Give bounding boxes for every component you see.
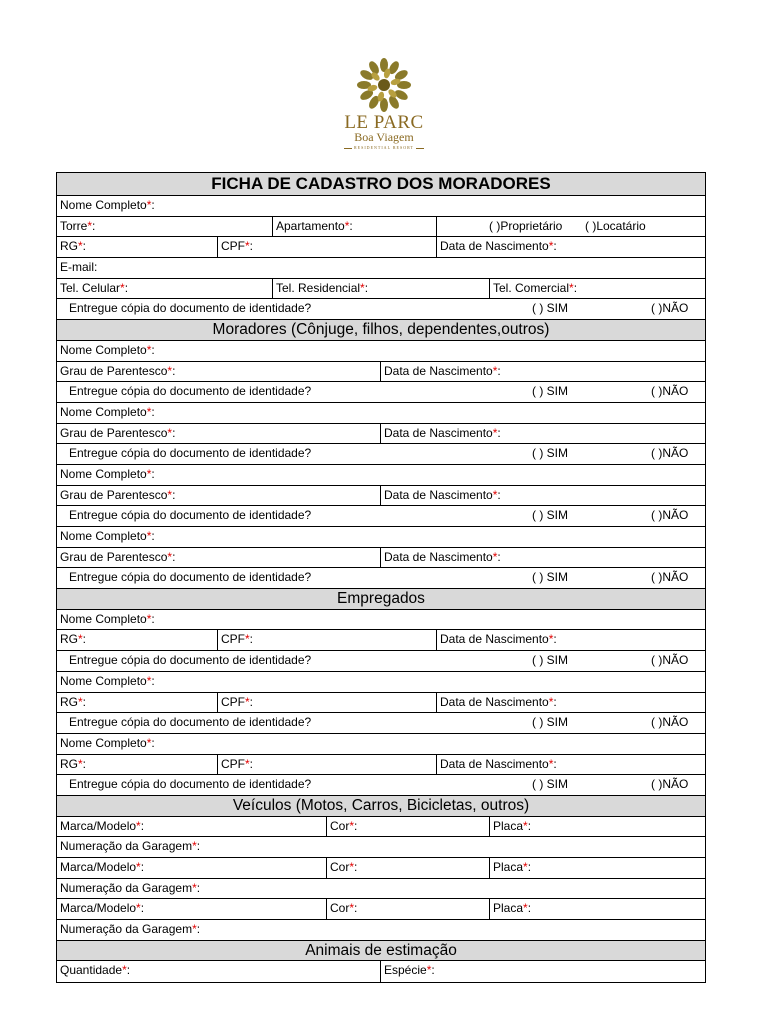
field-label: Marca/Modelo	[60, 901, 137, 916]
documento-question: Entregue cópia do documento de identidade?	[69, 777, 312, 792]
field-label: Numeração da Garagem	[60, 839, 193, 854]
email-field[interactable]	[57, 258, 97, 278]
field-row-documento	[57, 444, 705, 465]
colon: :	[553, 239, 557, 254]
colon: :	[140, 818, 145, 833]
grau-parentesco-field[interactable]	[57, 424, 380, 444]
field-label: Data de Nascimento	[384, 425, 493, 440]
required-mark: *	[548, 756, 554, 771]
field-label: Nome Completo	[60, 404, 147, 419]
locatario-checkbox[interactable]: ( )Locatário	[585, 218, 646, 233]
required-mark: *	[192, 880, 197, 895]
section-title: Empregados	[337, 590, 425, 608]
field-row-rg[interactable]	[57, 755, 705, 776]
required-mark: *	[245, 632, 250, 647]
tel-celular-field[interactable]	[57, 279, 272, 299]
field-row-parentesco[interactable]	[57, 362, 705, 383]
required-mark: *	[146, 198, 152, 212]
form-title-row	[57, 173, 705, 196]
colon: :	[82, 239, 87, 254]
field-row-nome-completo[interactable]	[57, 403, 705, 424]
required-mark: *	[78, 632, 83, 647]
colon: :	[249, 756, 254, 771]
documento-question: Entregue cópia do documento de identidade?	[69, 715, 312, 730]
colon: :	[151, 466, 155, 481]
rg-field[interactable]	[57, 630, 217, 650]
required-mark: *	[146, 342, 152, 357]
data-nascimento-field[interactable]	[380, 362, 705, 382]
field-row-documento	[57, 506, 705, 527]
field-label: Marca/Modelo	[60, 860, 137, 874]
field-row-nome-completo[interactable]	[57, 734, 705, 755]
required-mark: *	[569, 280, 574, 295]
nome-completo-field[interactable]	[57, 734, 155, 754]
field-label: Nome Completo	[60, 735, 147, 750]
colon: :	[527, 860, 532, 874]
field-label: Data de Nascimento	[440, 694, 549, 709]
data-nascimento-field[interactable]	[436, 237, 705, 257]
colon: :	[172, 363, 176, 378]
colon: :	[364, 280, 369, 295]
field-row-nome-completo[interactable]	[57, 341, 705, 362]
required-mark: *	[344, 218, 350, 233]
field-label: Data de Nascimento	[384, 549, 493, 564]
required-mark: *	[167, 425, 173, 440]
field-label: CPF	[221, 632, 245, 647]
colon: :	[172, 425, 176, 440]
sim-checkbox[interactable]: ( ) SIM	[532, 715, 568, 730]
field-label: Data de Nascimento	[440, 239, 549, 254]
required-mark: *	[78, 694, 83, 709]
field-row-documento	[57, 775, 705, 796]
sim-checkbox[interactable]: ( ) SIM	[532, 508, 568, 523]
colon: :	[82, 756, 87, 771]
section-header-empregados	[57, 589, 705, 610]
required-mark: *	[136, 860, 141, 874]
sim-checkbox[interactable]: ( ) SIM	[532, 777, 568, 792]
field-label: Placa	[493, 860, 524, 874]
nome-completo-field[interactable]	[57, 341, 155, 361]
field-label: Data de Nascimento	[440, 632, 549, 647]
field-label: Grau de Parentesco	[60, 487, 168, 502]
colon: :	[196, 880, 201, 895]
required-mark: *	[245, 694, 250, 709]
colon: :	[151, 611, 155, 626]
field-row-animais[interactable]	[57, 961, 705, 982]
data-nascimento-field[interactable]	[380, 548, 705, 568]
section-header-animais	[57, 941, 705, 962]
field-row-documento	[57, 713, 705, 734]
required-mark: *	[349, 818, 355, 833]
colon: :	[553, 632, 557, 647]
colon: :	[497, 487, 501, 502]
field-label: Torre	[60, 218, 88, 233]
field-row-email[interactable]	[57, 258, 705, 279]
required-mark: *	[492, 363, 498, 378]
documento-question: Entregue cópia do documento de identidade?	[69, 653, 312, 668]
colon: :	[151, 198, 155, 212]
sim-checkbox[interactable]: ( ) SIM	[532, 446, 568, 461]
rg-field[interactable]	[57, 755, 217, 775]
colon: :	[151, 735, 155, 750]
sim-checkbox[interactable]: ( ) SIM	[532, 301, 568, 316]
required-mark: *	[548, 694, 554, 709]
sim-checkbox[interactable]: ( ) SIM	[532, 653, 568, 668]
required-mark: *	[492, 425, 498, 440]
field-row-parentesco[interactable]	[57, 424, 705, 445]
required-mark: *	[146, 529, 152, 543]
field-label: Nome Completo	[60, 611, 147, 626]
colon: :	[172, 549, 176, 564]
field-row-parentesco[interactable]	[57, 548, 705, 569]
field-row-torre[interactable]	[57, 217, 705, 238]
ownership-options	[436, 217, 705, 237]
colon: :	[151, 342, 155, 357]
required-mark: *	[245, 239, 250, 254]
field-label: Nome Completo	[60, 673, 147, 688]
required-mark: *	[245, 756, 250, 771]
colon: :	[431, 963, 435, 978]
field-row-rg[interactable]	[57, 237, 705, 258]
required-mark: *	[192, 839, 197, 854]
colon: :	[126, 963, 131, 978]
quantidade-field[interactable]	[57, 961, 380, 982]
field-row-nome-completo[interactable]	[57, 527, 705, 548]
required-mark: *	[167, 549, 173, 564]
numeracao-garagem-field[interactable]	[57, 837, 200, 857]
nao-checkbox[interactable]: ( )NÃO	[651, 301, 689, 316]
placa-field[interactable]	[489, 899, 705, 919]
data-nascimento-field[interactable]	[380, 486, 705, 506]
field-label: Data de Nascimento	[384, 487, 493, 502]
required-mark: *	[360, 280, 365, 295]
field-row-documento	[57, 299, 705, 320]
required-mark: *	[523, 860, 528, 874]
colon: :	[140, 901, 145, 916]
required-mark: *	[136, 818, 141, 833]
field-row-garagem[interactable]	[57, 837, 705, 858]
marca-modelo-field[interactable]	[57, 899, 326, 919]
nao-checkbox[interactable]: ( )NÃO	[651, 384, 689, 399]
colon: :	[151, 529, 155, 543]
colon: :	[249, 694, 254, 709]
required-mark: *	[120, 280, 125, 295]
colon: :	[94, 260, 98, 275]
field-label: Grau de Parentesco	[60, 363, 168, 378]
cor-field[interactable]	[326, 817, 489, 837]
required-mark: *	[548, 632, 554, 647]
placa-field[interactable]	[489, 858, 705, 878]
required-mark: *	[146, 404, 152, 419]
cor-field[interactable]	[326, 899, 489, 919]
documento-question: Entregue cópia do documento de identidade?	[69, 570, 312, 585]
field-label: Nome Completo	[60, 466, 147, 481]
cpf-field[interactable]	[217, 755, 436, 775]
rg-field[interactable]	[57, 693, 217, 713]
section-header-veiculos	[57, 796, 705, 817]
documento-question: Entregue cópia do documento de identidade?	[69, 508, 312, 523]
field-row-documento	[57, 568, 705, 589]
field-label: CPF	[221, 694, 245, 709]
field-label: Quantidade	[60, 963, 123, 978]
field-row-garagem[interactable]	[57, 920, 705, 941]
required-mark: *	[146, 735, 152, 750]
required-mark: *	[426, 963, 432, 978]
cpf-field[interactable]	[217, 237, 436, 257]
required-mark: *	[78, 756, 83, 771]
colon: :	[354, 860, 358, 874]
required-mark: *	[167, 487, 173, 502]
grau-parentesco-field[interactable]	[57, 486, 380, 506]
field-label: Nome Completo	[60, 529, 147, 543]
colon: :	[82, 632, 87, 647]
data-nascimento-field[interactable]	[436, 755, 705, 775]
nome-completo-field[interactable]	[57, 403, 155, 423]
section-header-moradores	[57, 320, 705, 341]
proprietario-checkbox[interactable]: ( )Proprietário	[489, 218, 563, 233]
colon: :	[249, 239, 254, 254]
flower-emblem-icon	[352, 58, 416, 112]
field-label: Data de Nascimento	[384, 363, 493, 378]
brand-subtitle: Boa Viagem	[354, 130, 414, 144]
field-label: Grau de Parentesco	[60, 549, 168, 564]
nao-checkbox[interactable]: ( )NÃO	[651, 777, 689, 792]
required-mark: *	[146, 673, 152, 688]
field-label: RG	[60, 239, 78, 254]
field-row-nome-completo[interactable]	[57, 672, 705, 693]
field-label: Numeração da Garagem	[60, 922, 193, 937]
sim-checkbox[interactable]: ( ) SIM	[532, 384, 568, 399]
colon: :	[124, 280, 129, 295]
colon: :	[553, 756, 557, 771]
logo	[334, 58, 434, 154]
field-label: Nome Completo	[60, 342, 147, 357]
colon: :	[527, 818, 532, 833]
field-label: Tel. Residencial	[276, 280, 361, 295]
data-nascimento-field[interactable]	[380, 424, 705, 444]
field-row-veiculo[interactable]	[57, 858, 705, 879]
documento-question: Entregue cópia do documento de identidade?	[69, 446, 312, 461]
field-label: E-mail	[60, 260, 95, 275]
field-row-documento	[57, 651, 705, 672]
colon: :	[573, 280, 578, 295]
field-row-garagem[interactable]	[57, 879, 705, 900]
colon: :	[497, 363, 501, 378]
colon: :	[172, 487, 176, 502]
marca-modelo-field[interactable]	[57, 817, 326, 837]
nao-checkbox[interactable]: ( )NÃO	[651, 570, 689, 585]
nome-completo-field[interactable]	[57, 465, 155, 485]
field-row-nome-completo[interactable]	[57, 465, 705, 486]
required-mark: *	[146, 466, 152, 481]
colon: :	[553, 694, 557, 709]
grau-parentesco-field[interactable]	[57, 362, 380, 382]
marca-modelo-field[interactable]	[57, 858, 326, 878]
especie-field[interactable]	[380, 961, 705, 982]
field-label: RG	[60, 694, 78, 709]
brand-tagline: RESIDENTIAL RESORT	[334, 145, 434, 150]
required-mark: *	[146, 611, 152, 626]
nome-completo-field[interactable]	[57, 610, 155, 630]
placa-field[interactable]	[489, 817, 705, 837]
field-label: Marca/Modelo	[60, 818, 137, 833]
field-label: Tel. Celular	[60, 280, 121, 295]
colon: :	[151, 404, 155, 419]
data-nascimento-field[interactable]	[436, 630, 705, 650]
required-mark: *	[349, 860, 355, 874]
field-label: Cor	[330, 860, 350, 874]
field-label: Grau de Parentesco	[60, 425, 168, 440]
field-label: Placa	[493, 901, 524, 916]
field-label: Tel. Comercial	[493, 280, 570, 295]
field-label: RG	[60, 756, 78, 771]
field-row-nome-completo[interactable]	[57, 196, 705, 217]
data-nascimento-field[interactable]	[436, 693, 705, 713]
brand-name: LE PARC	[344, 112, 424, 133]
field-row-rg[interactable]	[57, 693, 705, 714]
section-title: Veículos (Motos, Carros, Bicicletas, outros)	[232, 796, 530, 814]
required-mark: *	[492, 487, 498, 502]
required-mark: *	[78, 239, 83, 254]
cpf-field[interactable]	[217, 693, 436, 713]
colon: :	[249, 632, 254, 647]
colon: :	[92, 218, 96, 233]
documento-question: Entregue cópia do documento de identidade?	[69, 301, 312, 316]
field-row-nome-completo[interactable]	[57, 610, 705, 631]
sim-checkbox[interactable]: ( ) SIM	[532, 570, 568, 585]
required-mark: *	[167, 363, 173, 378]
tel-comercial-field[interactable]	[489, 279, 705, 299]
field-row-telefones[interactable]	[57, 279, 705, 300]
field-label: CPF	[221, 239, 245, 254]
required-mark: *	[492, 549, 498, 564]
numeracao-garagem-field[interactable]	[57, 879, 200, 899]
nome-completo-field[interactable]	[57, 527, 155, 547]
field-row-documento	[57, 382, 705, 403]
nao-checkbox[interactable]: ( )NÃO	[651, 446, 689, 461]
colon: :	[354, 818, 358, 833]
field-label: RG	[60, 632, 78, 647]
colon: :	[527, 901, 532, 916]
cor-field[interactable]	[326, 858, 489, 878]
field-label: Cor	[330, 901, 350, 916]
cpf-field[interactable]	[217, 630, 436, 650]
form-title: FICHA DE CADASTRO DOS MORADORES	[211, 174, 551, 193]
nao-checkbox[interactable]: ( )NÃO	[651, 508, 689, 523]
documento-question: Entregue cópia do documento de identidade?	[69, 384, 312, 399]
torre-field[interactable]	[57, 217, 272, 237]
required-mark: *	[523, 901, 528, 916]
colon: :	[151, 673, 155, 688]
colon: :	[140, 860, 145, 874]
nao-checkbox[interactable]: ( )NÃO	[651, 715, 689, 730]
required-mark: *	[349, 901, 355, 916]
field-row-veiculo[interactable]	[57, 899, 705, 920]
grau-parentesco-field[interactable]	[57, 548, 380, 568]
field-row-rg[interactable]	[57, 630, 705, 651]
required-mark: *	[523, 818, 528, 833]
nome-completo-field[interactable]	[57, 672, 155, 692]
section-title: Animais de estimação	[305, 941, 457, 959]
required-mark: *	[548, 239, 554, 254]
rg-field[interactable]	[57, 237, 217, 257]
field-row-parentesco[interactable]	[57, 486, 705, 507]
numeracao-garagem-field[interactable]	[57, 920, 200, 940]
field-label: CPF	[221, 756, 245, 771]
required-mark: *	[122, 963, 127, 978]
field-label: Apartamento	[276, 218, 345, 233]
colon: :	[196, 839, 201, 854]
colon: :	[354, 901, 358, 916]
field-label: Data de Nascimento	[440, 756, 549, 771]
required-mark: *	[87, 218, 93, 233]
section-title: Moradores (Cônjuge, filhos, dependentes,outros)	[212, 321, 550, 339]
field-label: Nome Completo	[60, 198, 147, 212]
colon: :	[196, 922, 201, 937]
field-label: Cor	[330, 818, 350, 833]
nao-checkbox[interactable]: ( )NÃO	[651, 653, 689, 668]
registration-form	[56, 172, 706, 983]
colon: :	[497, 549, 501, 564]
required-mark: *	[192, 922, 197, 937]
field-label: Placa	[493, 818, 524, 833]
required-mark: *	[136, 901, 141, 916]
field-row-veiculo[interactable]	[57, 817, 705, 838]
colon: :	[349, 218, 353, 233]
colon: :	[82, 694, 87, 709]
field-label: Espécie	[384, 963, 427, 978]
tel-residencial-field[interactable]	[272, 279, 489, 299]
nome-completo-field[interactable]	[57, 196, 155, 216]
apartamento-field[interactable]	[272, 217, 436, 237]
colon: :	[497, 425, 501, 440]
field-label: Numeração da Garagem	[60, 880, 193, 895]
